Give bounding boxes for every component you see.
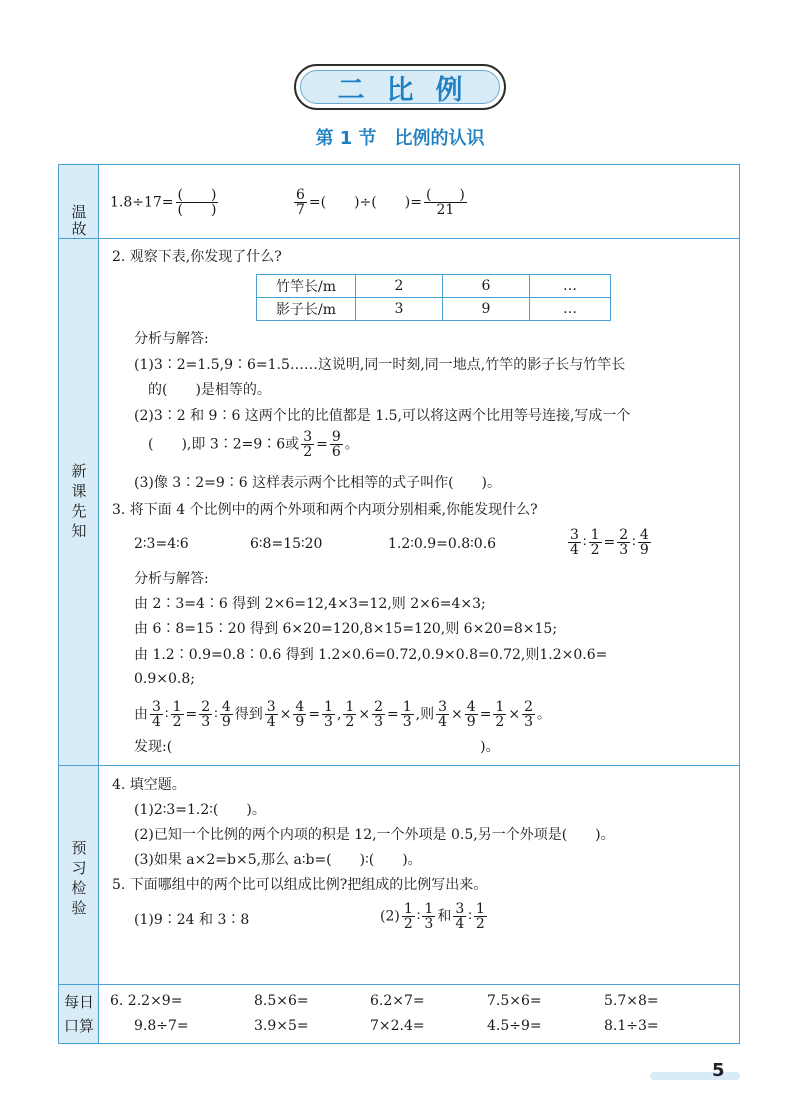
- frac-blank-den: ( ): [177, 202, 217, 218]
- q2-line2b-end: 。: [344, 436, 359, 453]
- frac: $\frac{2}{3}$: [524, 699, 533, 730]
- table-cell: 竹竿长/m: [257, 275, 356, 298]
- frac-67-num: 6: [296, 187, 305, 203]
- side-new: [59, 239, 99, 765]
- daily-r1c3: 6.2×7=: [370, 993, 425, 1009]
- q2-line2b: ( ),即 3∶2=9∶6或 $\frac{3}{2}$ = $\frac{9}{6}$ 。: [148, 429, 359, 460]
- review-label-text: 温故: [71, 203, 87, 238]
- frac: $\frac{2}{3}$: [374, 699, 383, 730]
- row-divider-2: [58, 765, 740, 766]
- table-cell: 3: [356, 298, 443, 321]
- side-label-preview: [59, 838, 99, 918]
- table-cell: 影子长/m: [257, 298, 356, 321]
- frac-den: 9: [639, 542, 649, 558]
- q2-frac-96: [330, 430, 343, 459]
- frac-num: 3: [303, 429, 313, 445]
- step4-then: ,则: [415, 706, 435, 723]
- frac-den: 4: [152, 714, 161, 730]
- frac-num: 1: [172, 699, 182, 715]
- page-number-bar: [650, 1072, 740, 1080]
- daily-r1c5: 5.7×8=: [604, 993, 659, 1009]
- frac-num: 1: [590, 527, 600, 543]
- frac-num: 3: [570, 527, 579, 543]
- frac: $\frac{4}{9}$: [466, 699, 476, 730]
- frac-num: 4: [639, 527, 649, 543]
- row-divider-1: [58, 238, 740, 239]
- q3-step1: 由 2∶3=4∶6 得到 2×6=12,4×3=12,则 2×6=4×3;: [134, 596, 486, 612]
- step4-get: 得到: [234, 706, 263, 723]
- frac: $\frac{3}{4}$: [438, 699, 448, 730]
- frac: $\frac{3}{4}$: [455, 901, 465, 932]
- q3-ex2: 6∶8=15∶20: [250, 536, 323, 552]
- table-cell: …: [530, 275, 611, 298]
- review-expr1: [110, 188, 220, 217]
- q2-analysis: 分析与解答:: [134, 331, 209, 347]
- frac: $\frac{1}{2}$: [475, 901, 485, 932]
- frac-num: 4: [221, 699, 231, 715]
- frac-num: 2: [201, 699, 211, 715]
- daily-r1c2: 8.5×6=: [254, 993, 309, 1009]
- section-title: 第 1 节 比例的认识: [315, 128, 485, 149]
- frac-den: 2: [303, 444, 313, 460]
- frac: [220, 700, 233, 729]
- frac-den: 4: [570, 542, 579, 558]
- frac-num: 4: [295, 699, 305, 715]
- q5-part2: (2) $\frac{1}{2}$ ∶ $\frac{1}{3}$ 和 $\frac{3}{4}$ ∶ $\frac{1}{2}$: [380, 901, 485, 932]
- frac: $\frac{1}{3}$: [424, 901, 434, 932]
- review-expr2-text: =( )÷( )=: [308, 194, 422, 211]
- frac-num: 2: [619, 527, 629, 543]
- chapter-title: 二比例: [337, 74, 485, 106]
- q3-step2: 由 6∶8=15∶20 得到 6×20=120,8×15=120,则 6×20=8×15;: [134, 621, 558, 637]
- ex4-frac-a: [568, 528, 581, 557]
- q5-part1: (1)9∶24 和 3∶8: [134, 912, 250, 928]
- table-row: [257, 298, 611, 321]
- q3-step3b: 0.9×0.8;: [134, 671, 195, 687]
- frac-den: 3: [619, 542, 629, 558]
- preview-label-text: 预习检验: [71, 839, 87, 917]
- review-expr2: [292, 188, 469, 217]
- daily-r1c4: 7.5×6=: [487, 993, 542, 1009]
- ex4-frac-b: [589, 528, 602, 557]
- q2-line1b: 的( )是相等的。: [148, 382, 271, 398]
- q3-ex1: 2∶3=4∶6: [134, 536, 189, 552]
- chapter-banner: [294, 64, 506, 110]
- frac: $\frac{1}{2}$: [403, 901, 413, 932]
- frac: [171, 700, 184, 729]
- side-daily: [59, 985, 99, 1043]
- frac-num: 9: [331, 429, 341, 445]
- q2-line2b-text: ( ),即 3∶2=9∶6或: [148, 436, 300, 453]
- frac: $\frac{1}{3}$: [324, 699, 333, 730]
- q2-line1: (1)3∶2=1.5,9∶6=1.5……这说明,同一时刻,同一地点,竹竿的影子长与竹竿长: [134, 357, 626, 373]
- frac-num: 3: [152, 699, 161, 715]
- frac-67-den: 7: [296, 202, 305, 218]
- frac-den: 9: [221, 714, 231, 730]
- q3-analysis: 分析与解答:: [134, 571, 209, 587]
- daily-label-text: 每日口算: [63, 993, 94, 1035]
- q5-part2-and: 和: [437, 908, 452, 925]
- frac-num: 3: [266, 699, 276, 715]
- chapter-banner-inner: [300, 70, 500, 104]
- frac-den: 2: [590, 542, 600, 558]
- q5-part2-pre: (2): [380, 908, 400, 925]
- frac-den: 9: [295, 714, 305, 730]
- frac-21-num: ( ): [425, 187, 465, 203]
- daily-r2c2: 3.9×5=: [254, 1018, 309, 1034]
- q4-part2: (2)已知一个比例的两个内项的积是 12,一个外项是 0.5,另一个外项是( )。: [134, 827, 615, 843]
- q4-part1: (1)2∶3=1.2∶( )。: [134, 802, 266, 818]
- q3-ex3: 1.2∶0.9=0.8∶0.6: [388, 536, 497, 552]
- q3-title: 3. 将下面 4 个比例中的两个外项和两个内项分别相乘,你能发现什么?: [112, 502, 538, 518]
- q3-find: 发现:( )。: [134, 739, 500, 755]
- page-number: 5: [712, 1060, 725, 1081]
- review-expr1-text: 1.8÷17=: [110, 194, 174, 211]
- step4-pre: 由: [134, 706, 148, 723]
- frac: [265, 700, 278, 729]
- q2-frac-32: [301, 430, 314, 459]
- q5-title: 5. 下面哪组中的两个比可以组成比例?把组成的比例写出来。: [112, 877, 488, 893]
- review-frac-blank: [176, 188, 219, 217]
- table-cell: 2: [356, 275, 443, 298]
- frac-den: 3: [201, 714, 211, 730]
- frac: [293, 700, 306, 729]
- review-frac-21: [424, 188, 467, 217]
- q3-ex4: $\frac{3}{4}$ ∶ $\frac{1}{2}$ = $\frac{2}{3}$ ∶ $\frac{4}{9}$: [570, 527, 649, 558]
- side-label-new: [59, 461, 99, 541]
- q4-title: 4. 填空题。: [112, 777, 186, 793]
- q2-line2: (2)3∶2 和 9∶6 这两个比的比值都是 1.5,可以将这两个比用等号连接,写成一个: [134, 408, 631, 424]
- table-cell: 9: [443, 298, 530, 321]
- daily-r2c1: 9.8÷7=: [134, 1018, 189, 1034]
- q4-part3: (3)如果 a×2=b×5,那么 a∶b=( )∶( )。: [134, 852, 422, 868]
- side-review: [59, 165, 99, 238]
- q2-line3: (3)像 3∶2=9∶6 这样表示两个比相等的式子叫作( )。: [134, 475, 502, 491]
- table-cell: 6: [443, 275, 530, 298]
- daily-r2c5: 8.1÷3=: [604, 1018, 659, 1034]
- new-label-text: 新课先知: [71, 462, 87, 540]
- q3-step3: 由 1.2∶0.9=0.8∶0.6 得到 1.2×0.6=0.72,0.9×0.8=0.72,则1.2×0.6=: [134, 647, 608, 663]
- frac-den: 6: [331, 444, 341, 460]
- q3-step4: 由 $\frac{3}{4}$ ∶ $\frac{1}{2}$ = $\frac{2}{3}$ ∶ $\frac{4}{9}$ 得到 $\frac{3}{4}$ × $\frac{4}{9}$ = $\frac{1}{3}$ , $\frac{1}{2}$ × $\frac{2}{3}$ = $\frac{1}{3}$ ,则 $\frac{3}{4}$ × $\frac{4}{9}$ = $\frac{1}{2}$ × $\frac{2}{3}$ 。: [134, 699, 551, 730]
- q2-title: 2. 观察下表,你发现了什么?: [112, 249, 282, 265]
- row-divider-3: [58, 984, 740, 985]
- frac: [150, 700, 163, 729]
- ex4-frac-c: [617, 528, 630, 557]
- frac: [199, 700, 212, 729]
- frac-den: 4: [266, 714, 276, 730]
- daily-r2c4: 4.5÷9=: [487, 1018, 542, 1034]
- side-preview: [59, 766, 99, 984]
- frac: $\frac{1}{3}$: [402, 699, 412, 730]
- frac-21-den: 21: [436, 202, 455, 218]
- frac-blank-num: ( ): [177, 187, 217, 203]
- table-row: [257, 275, 611, 298]
- frac-den: 2: [172, 714, 182, 730]
- daily-r2c3: 7×2.4=: [370, 1018, 425, 1034]
- side-label-daily: [59, 990, 99, 1038]
- table-cell: …: [530, 298, 611, 321]
- frac: $\frac{1}{2}$: [495, 699, 505, 730]
- frac: $\frac{1}{2}$: [345, 699, 355, 730]
- ex4-frac-e: [638, 528, 651, 557]
- review-frac-67: [294, 188, 307, 217]
- observation-table: [256, 274, 611, 321]
- daily-r1c1: 6. 2.2×9=: [110, 993, 183, 1009]
